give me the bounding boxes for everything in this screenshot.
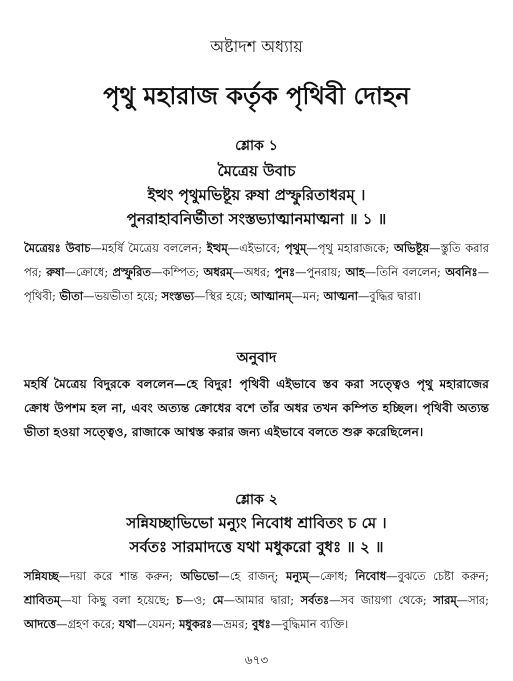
synonym-meaning: ও; <box>193 593 213 607</box>
verse-2-synonyms: সন্নিযচ্ছ—দয়া করে শান্ত করুন; অভিভো—হে রাজন্; মন্যুম্—ক্রোধ; নিবোধ—বুঝতে চেষ্টা করুন; শ্রাবিতম্—যা কিছু বলা হয়েছে; চ—ও; মে—আমার দ্বারা; সর্বতঃ—সব জায়গা থেকে; সারম্—সার; আদত্তে—গ্রহণ করে; যথা—যেমন; মধুকরঃ—ভ্রমর; বুধঃ—বুদ্ধিমান ব্যক্তি। <box>24 569 489 631</box>
synonym-meaning: দয়া করে শান্ত করুন; <box>70 569 181 583</box>
verse-1-synonyms: মৈত্রেয়ঃ উবাচ—মহর্ষি মৈত্রেয় বললেন; ইত্থম্—এইভাবে; পৃথুম্—পৃথু মহারাজকে; অভিষ্টূয়—স্তুতি করার পর; রুষা—ক্রোধে; প্রস্ফুরিত—কম্পিত; অধরম্—অধর; পুনঃ—পুনরায়; আহ—তিনি বললেন; অবনিঃ—পৃথিবী; ভীতা—ভয়ভীতা হয়ে; সংস্তভ্য—স্থির হয়ে; আত্মানম্—মন; আত্মনা—বুদ্ধির দ্বারা। <box>24 241 489 303</box>
synonym-meaning: পৃথিবী; <box>24 289 60 303</box>
synonym-term: মধুকরঃ <box>179 617 213 631</box>
synonym-term: আহ <box>345 265 365 279</box>
verse-2-line-1: সন্নিযচ্ছাভিভো মন্যুং নিবোধ শ্রাবিতং চ মে । <box>126 514 387 532</box>
synonym-term: প্রস্ফুরিত <box>112 265 151 279</box>
synonym-meaning: ক্রোধ; <box>320 569 356 583</box>
synonym-term: সংস্তভ্য <box>161 289 195 303</box>
synonym-term: অভিষ্টূয় <box>393 241 430 255</box>
chapter-title: পৃথু মহারাজ কর্তৃক পৃথিবী দোহন <box>103 81 410 110</box>
synonym-term: অভিভো <box>180 569 219 583</box>
translation-text: মহর্ষি মৈত্রেয় বিদুরকে বললেন—হে বিদুর! পৃথিবী এইভাবে স্তব করা সত্ত্বেও পৃথু মহারাজের ক্রোধ উপশম হল না, এবং অত্যন্ত ক্রোধের বশে তাঁর অধর তখন কম্পিত হচ্ছিল। পৃথিবী অত্যন্ত ভীতা হওয়া সত্ত্বেও, রাজাকে আশ্বস্ত করার জন্য এইভাবে বলতে শুরু করেছিলেন। <box>24 377 489 439</box>
synonym-meaning: ক্রোধে; <box>75 265 113 279</box>
synonym-meaning: স্তুতি করার পর; <box>24 241 489 279</box>
synonym-term: রুষা <box>46 265 65 279</box>
synonym-meaning: গ্রহণ করে; <box>67 617 119 631</box>
verse-1-speaker: মৈত্রেয় উবাচ <box>217 162 296 180</box>
synonym-term: সন্নিযচ্ছ <box>24 569 59 583</box>
synonym-term: চ <box>176 593 183 607</box>
synonym-term: সর্বতঃ <box>300 593 330 607</box>
synonym-term: পুনঃ <box>274 265 296 279</box>
synonym-term: ভীতা <box>59 289 84 303</box>
synonym-meaning: অধর; <box>243 265 275 279</box>
synonym-meaning: পুনরায়; <box>306 265 346 279</box>
verse-1-line-1: ইত্থং পৃথুমভিষ্টূয় রুষা প্রস্ফুরিতাধরম্ । <box>147 186 366 204</box>
synonym-term: অবনিঃ <box>445 265 478 279</box>
verse-2-line-2: সর্বতঃ সারমাদত্তে যথা মধুকরো বুধঃ ॥ ২ ॥ <box>129 538 384 556</box>
synonym-term: মন্যুম্ <box>286 569 309 583</box>
synonym-meaning: হে রাজন্; <box>229 569 286 583</box>
synonym-meaning: স্থির হয়ে; <box>205 289 251 303</box>
page-number: ৬৭৩ <box>244 653 269 667</box>
synonym-term: আত্মনা <box>323 289 358 303</box>
synonym-meaning: পৃথু মহারাজকে; <box>317 241 394 255</box>
synonym-meaning: বুদ্ধির দ্বারা। <box>369 289 421 303</box>
synonym-meaning: এইভাবে; <box>239 241 285 255</box>
synonym-term: শ্রাবিতম্ <box>24 593 61 607</box>
synonym-meaning: যা কিছু বলা হয়েছে; <box>71 593 177 607</box>
synonym-meaning: মন; <box>302 289 324 303</box>
synonym-term: বুধঃ <box>251 617 271 631</box>
chapter-label: অষ্টাদশ অধ্যায় <box>210 37 303 56</box>
synonym-term: আদত্তে <box>24 617 56 631</box>
synonym-term: যথা <box>118 617 136 631</box>
synonym-meaning: ভয়ভীতা হয়ে; <box>94 289 162 303</box>
synonym-meaning: ভ্রমর; <box>223 617 252 631</box>
translation-heading: অনুবাদ <box>236 350 277 366</box>
synonym-term: সারম্ <box>433 593 457 607</box>
synonym-meaning: কম্পিত; <box>162 265 204 279</box>
synonym-meaning: আমার দ্বারা; <box>234 593 301 607</box>
verse-1-line-2: পুনরাহাবনির্ভীতা সংস্তভ্যাত্মানমাত্মনা ॥ ১ ॥ <box>126 210 387 228</box>
synonym-meaning: বুঝতে চেষ্টা করুন; <box>397 569 489 583</box>
verse-1-label: শ্লোক ১ <box>235 138 278 154</box>
synonym-meaning: বুদ্ধিমান ব্যক্তি। <box>282 617 349 631</box>
synonym-term: অধরম্ <box>203 265 233 279</box>
synonym-term: মৈত্রেয়ঃ উবাচ <box>24 241 91 255</box>
synonym-meaning: তিনি বললেন; <box>376 265 446 279</box>
synonym-meaning: মহর্ষি মৈত্রেয় বললেন; <box>101 241 207 255</box>
synonym-term: আত্মানম্ <box>250 289 292 303</box>
synonym-meaning: যেমন; <box>147 617 180 631</box>
synonym-meaning: সার; <box>468 593 489 607</box>
synonym-term: পৃথুম্ <box>284 241 307 255</box>
synonym-term: নিবোধ <box>355 569 387 583</box>
synonym-term: মে <box>212 593 224 607</box>
verse-2-label: শ্লোক ২ <box>235 492 278 508</box>
synonym-meaning: সব জায়গা থেকে; <box>340 593 434 607</box>
synonym-term: ইত্থম্ <box>206 241 228 255</box>
